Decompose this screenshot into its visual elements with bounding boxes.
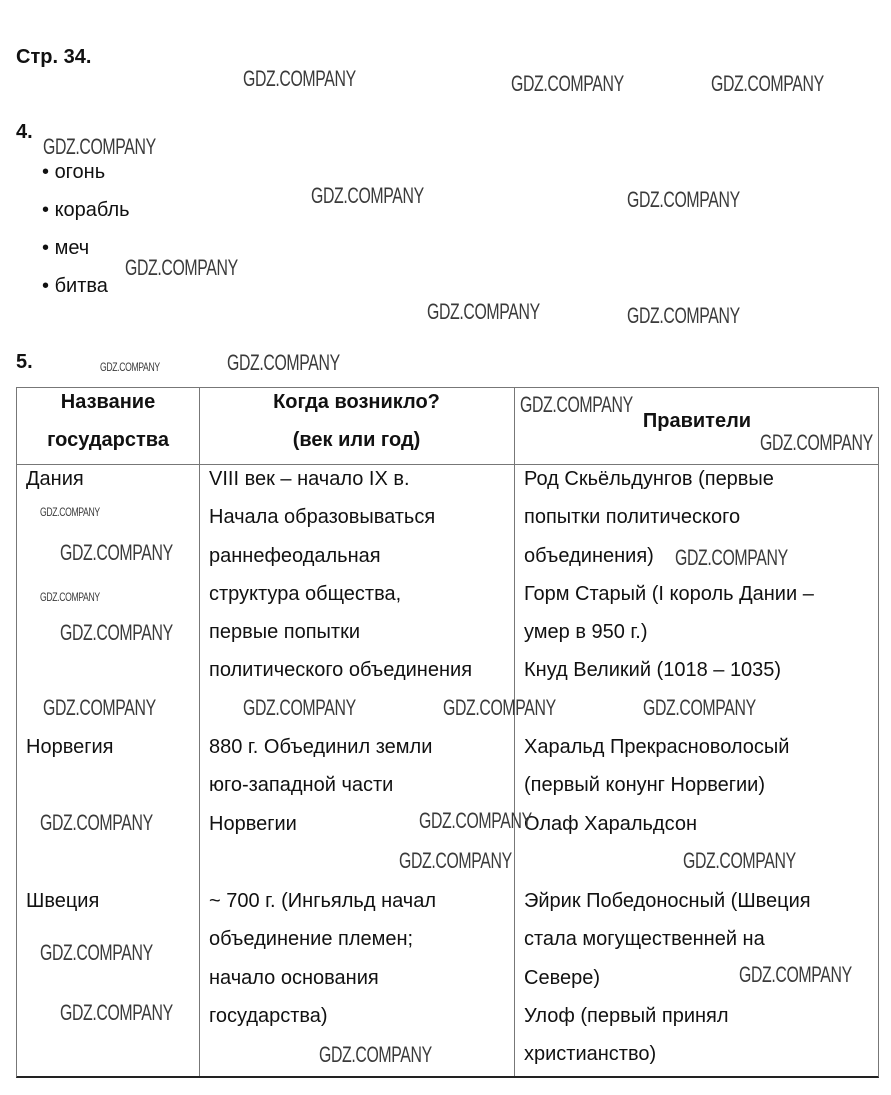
task-5-number: 5. <box>16 351 33 373</box>
watermark: GDZ.COMPANY <box>760 430 873 455</box>
header-name <box>17 383 199 459</box>
list-item-text: огонь <box>54 161 106 183</box>
watermark: GDZ.COMPANY <box>227 350 340 375</box>
header-line: Название <box>60 391 156 413</box>
cell-line: умер в 950 г.) <box>524 621 648 644</box>
watermark: GDZ.COMPANY <box>319 1042 432 1067</box>
cell-line: Горм Старый (I король Дании – <box>524 582 814 605</box>
list-item: • огонь <box>42 161 106 183</box>
watermark: GDZ.COMPANY <box>100 360 160 374</box>
column-divider <box>514 388 515 1076</box>
watermark: GDZ.COMPANY <box>627 187 740 212</box>
watermark: GDZ.COMPANY <box>627 303 740 328</box>
watermark: GDZ.COMPANY <box>711 71 824 96</box>
cell-line: Начала образовываться <box>209 506 436 529</box>
list-item-text: корабль <box>54 199 130 221</box>
header-line: (век или год) <box>292 429 421 451</box>
header-line: государства <box>47 429 169 451</box>
cell-line: христианство) <box>524 1043 657 1066</box>
list-item: • битва <box>42 275 108 297</box>
cell-line: объединения) <box>524 544 654 567</box>
watermark: GDZ.COMPANY <box>40 940 153 965</box>
cell-line: Эйрик Победоносный (Швеция <box>524 890 811 912</box>
watermark: GDZ.COMPANY <box>43 695 156 720</box>
cell-line: политического объединения <box>209 659 473 682</box>
header-when <box>199 383 514 459</box>
cell-country: Дания <box>26 468 84 490</box>
cell-line: Харальд Прекрасноволосый <box>524 736 790 758</box>
page-label: Стр. 34. <box>16 46 92 68</box>
watermark: GDZ.COMPANY <box>40 505 100 519</box>
watermark: GDZ.COMPANY <box>125 255 238 280</box>
watermark: GDZ.COMPANY <box>60 540 173 565</box>
cell-line: ~ 700 г. (Ингьяльд начал <box>209 890 437 912</box>
cell-line: Севере) <box>524 966 600 989</box>
cell-rulers <box>524 728 789 843</box>
cell-line: Улоф (первый принял <box>524 1004 729 1027</box>
cell-country: Швеция <box>26 890 100 912</box>
cell-when <box>209 882 436 1035</box>
watermark: GDZ.COMPANY <box>511 71 624 96</box>
task-4-number: 4. <box>16 121 33 143</box>
list-item-text: битва <box>54 275 108 297</box>
watermark: GDZ.COMPANY <box>683 848 796 873</box>
list-item-text: меч <box>54 237 90 259</box>
watermark: GDZ.COMPANY <box>40 590 100 604</box>
watermark: GDZ.COMPANY <box>311 183 424 208</box>
cell-line: (первый конунг Норвегии) <box>524 774 766 797</box>
header-line: Когда возникло? <box>273 391 440 413</box>
cell-line: первые попытки <box>209 621 360 644</box>
cell-line: стала могущественней на <box>524 928 765 951</box>
cell-line: Олаф Харальдсон <box>524 812 697 835</box>
watermark: GDZ.COMPANY <box>675 545 788 570</box>
watermark: GDZ.COMPANY <box>243 66 356 91</box>
cell-line: начало основания <box>209 966 379 989</box>
cell-line: раннефеодальная <box>209 544 381 567</box>
watermark: GDZ.COMPANY <box>443 695 556 720</box>
watermark: GDZ.COMPANY <box>520 392 633 417</box>
cell-line: 880 г. Объединил земли <box>209 736 433 758</box>
cell-line: структура общества, <box>209 582 402 605</box>
cell-country: Норвегия <box>26 736 114 758</box>
cell-rulers <box>524 460 814 690</box>
column-divider <box>199 388 200 1076</box>
cell-line: Род Скьёльдунгов (первые <box>524 468 774 490</box>
cell-line: Норвегии <box>209 812 297 835</box>
header-rulers: Правители <box>642 410 752 432</box>
watermark: GDZ.COMPANY <box>60 620 173 645</box>
cell-when <box>209 460 472 690</box>
watermark: GDZ.COMPANY <box>243 695 356 720</box>
cell-when <box>209 728 432 843</box>
watermark: GDZ.COMPANY <box>60 1000 173 1025</box>
watermark: GDZ.COMPANY <box>399 848 512 873</box>
cell-line: объединение племен; <box>209 928 414 951</box>
cell-line: попытки политического <box>524 506 741 529</box>
watermark: GDZ.COMPANY <box>40 810 153 835</box>
watermark: GDZ.COMPANY <box>427 299 540 324</box>
list-item: • корабль <box>42 199 130 221</box>
cell-line: государства) <box>209 1004 328 1027</box>
cell-line: VIII век – начало IX в. <box>209 468 410 490</box>
watermark: GDZ.COMPANY <box>643 695 756 720</box>
cell-line: Кнуд Великий (1018 – 1035) <box>524 659 782 682</box>
watermark: GDZ.COMPANY <box>43 134 156 159</box>
list-item: • меч <box>42 237 90 259</box>
cell-line: юго-западной части <box>209 774 394 797</box>
watermark: GDZ.COMPANY <box>419 808 532 833</box>
watermark: GDZ.COMPANY <box>739 962 852 987</box>
